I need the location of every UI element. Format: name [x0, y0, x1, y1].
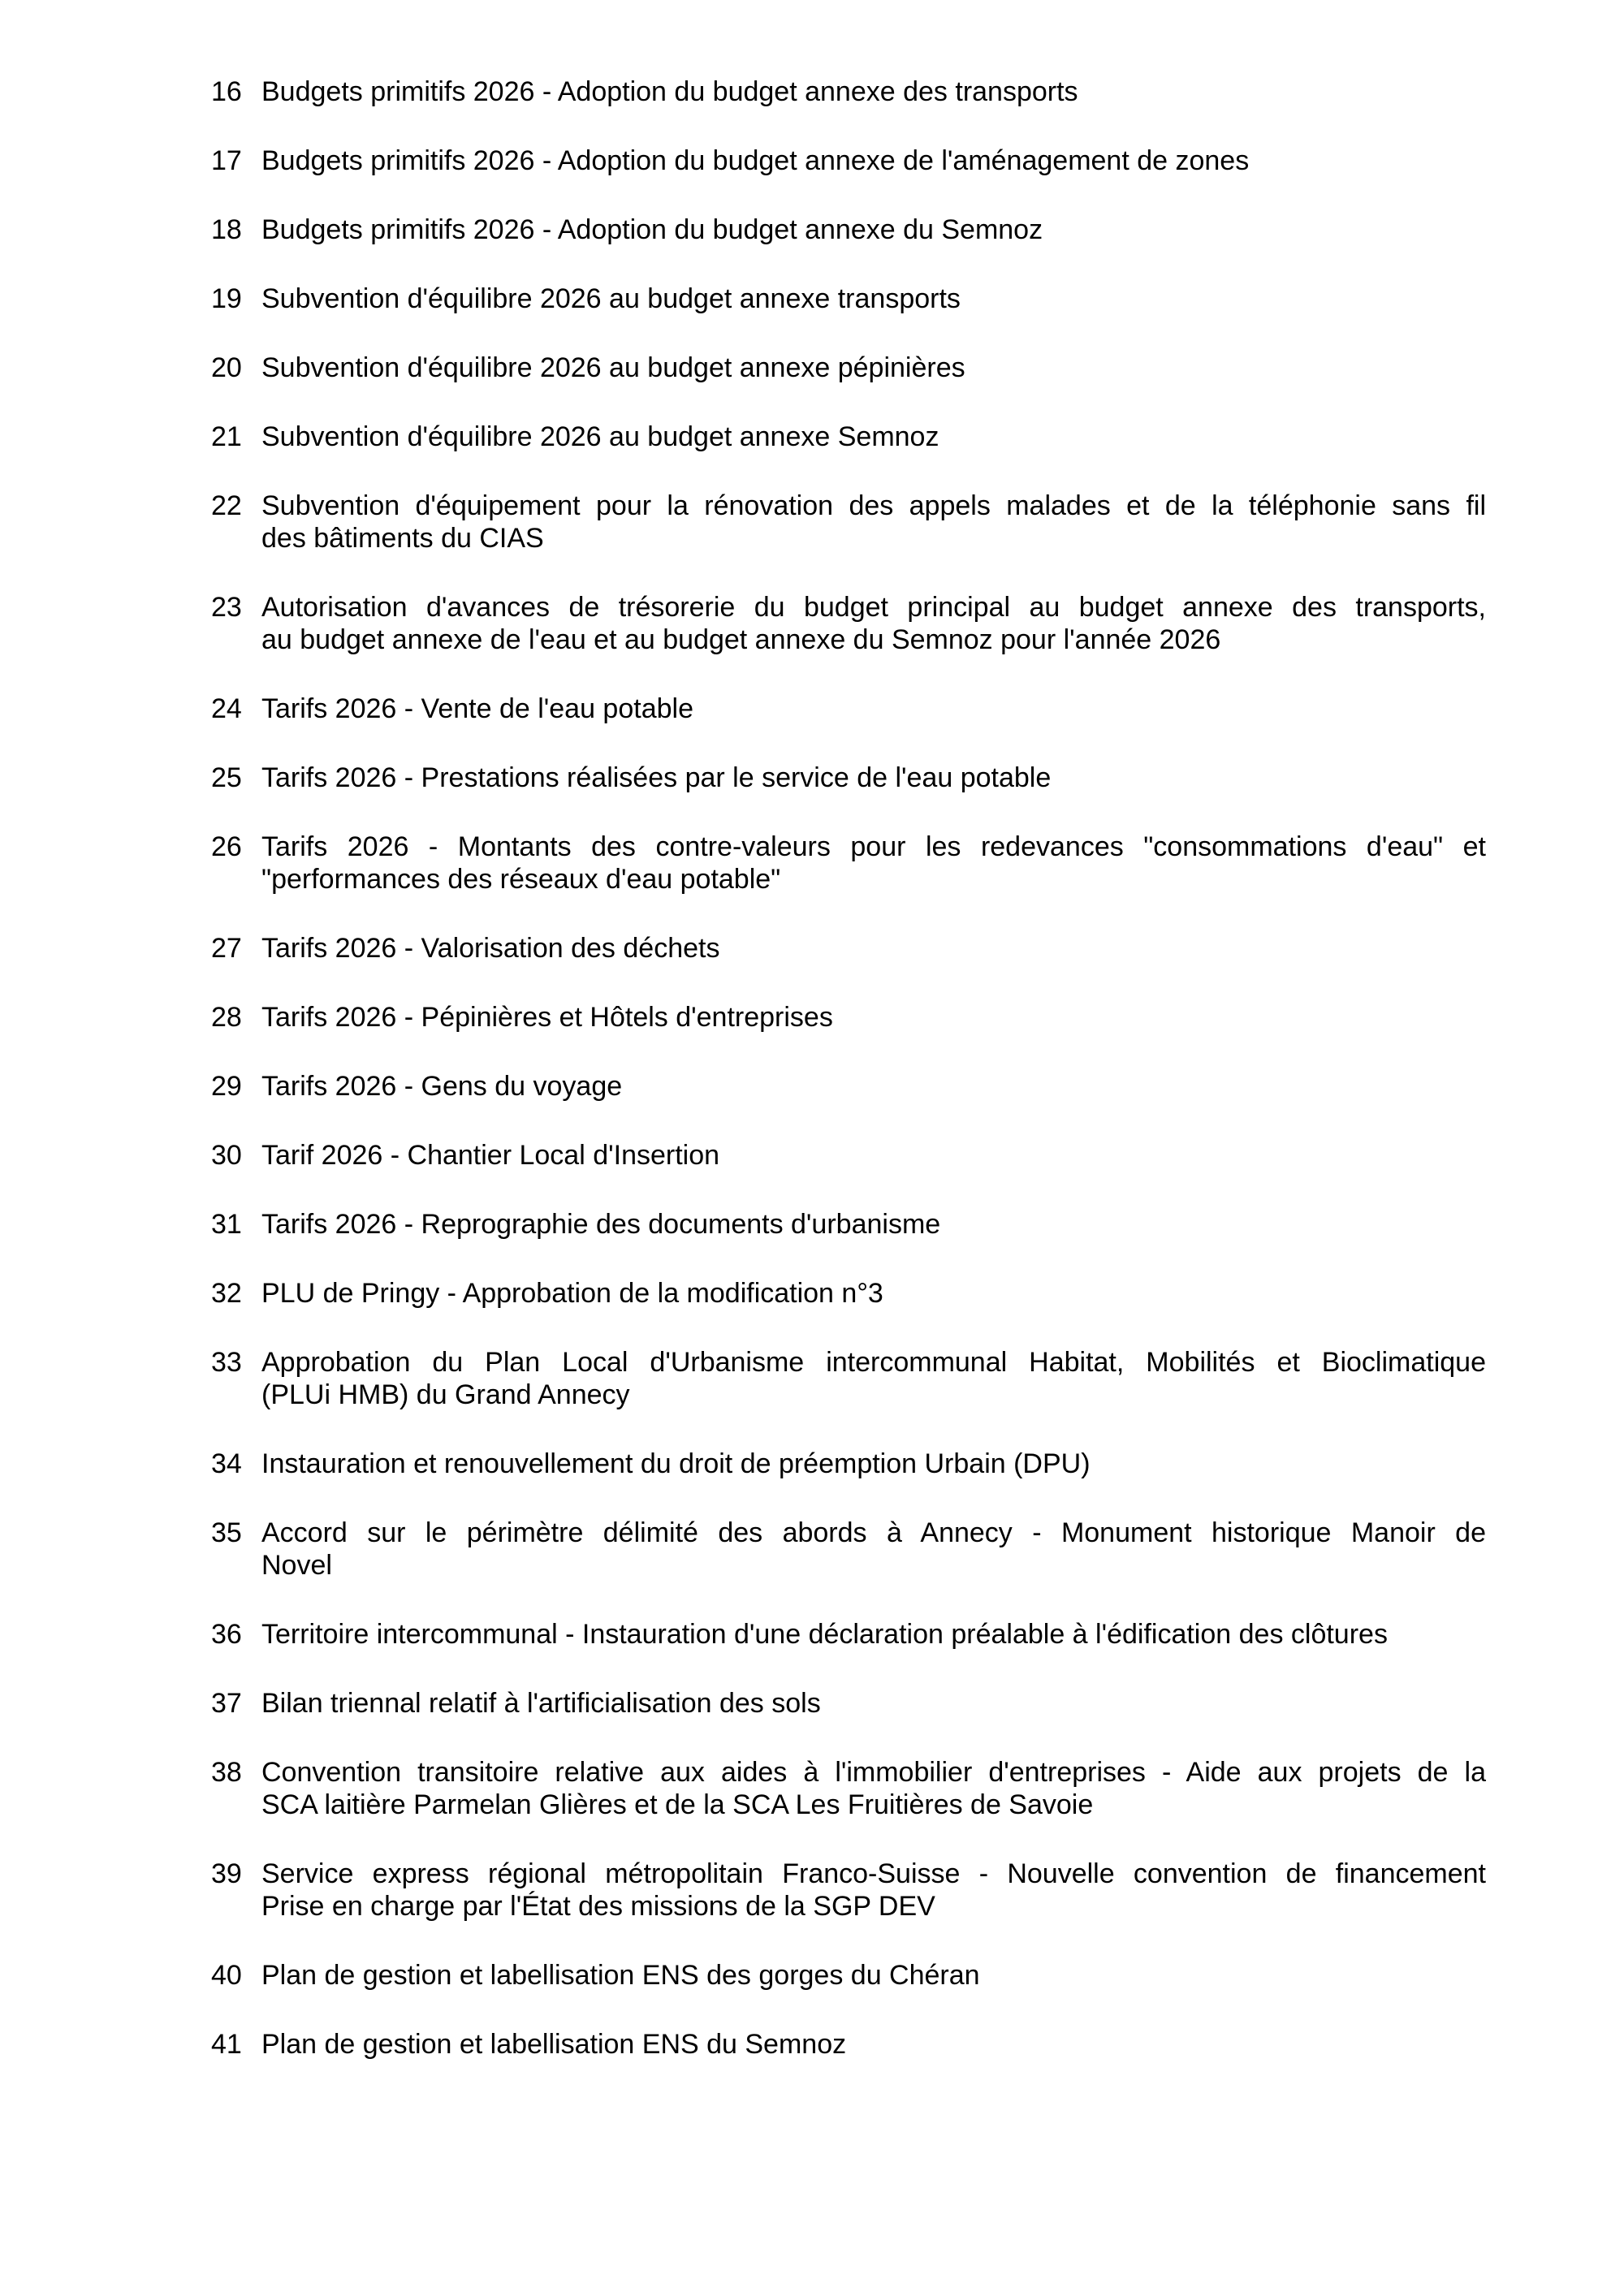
item-line: Convention transitoire relative aux aides à l'immobilier d'entreprises - Aide aux projets de la — [261, 1757, 1486, 1788]
list-item — [211, 1959, 1486, 1992]
item-line: Approbation du Plan Local d'Urbanisme intercommunal Habitat, Mobilités et Bioclimatique — [261, 1347, 1486, 1378]
list-item — [211, 421, 1486, 453]
item-line: Tarifs 2026 - Montants des contre-valeurs pour les redevances "consommations d'eau" et — [261, 831, 1486, 862]
list-item — [211, 831, 1486, 896]
list-item — [211, 1517, 1486, 1582]
item-line: Tarifs 2026 - Vente de l'eau potable — [261, 693, 693, 724]
list-item — [211, 352, 1486, 384]
item-line: Prise en charge par l'État des missions de la SGP DEV — [261, 1891, 935, 1922]
item-number: 35 — [211, 1517, 242, 1548]
item-number: 22 — [211, 490, 242, 521]
item-line: Tarifs 2026 - Prestations réalisées par le service de l'eau potable — [261, 762, 1052, 793]
list-item — [211, 1858, 1486, 1923]
item-line: Subvention d'équipement pour la rénovation des appels malades et de la téléphonie sans fil — [261, 490, 1486, 521]
item-line: Bilan triennal relatif à l'artificialisation des sols — [261, 1688, 821, 1719]
item-number: 30 — [211, 1140, 242, 1171]
list-item — [211, 1448, 1486, 1480]
item-number: 27 — [211, 933, 242, 964]
list-item — [211, 1277, 1486, 1310]
item-line: Plan de gestion et labellisation ENS des gorges du Chéran — [261, 1960, 980, 1991]
item-line: Subvention d'équilibre 2026 au budget annexe pépinières — [261, 352, 965, 383]
item-number: 18 — [211, 214, 242, 245]
item-line: au budget annexe de l'eau et au budget annexe du Semnoz pour l'année 2026 — [261, 624, 1221, 655]
item-number: 25 — [211, 762, 242, 793]
item-number: 21 — [211, 421, 242, 452]
item-line: Budgets primitifs 2026 - Adoption du budget annexe de l'aménagement de zones — [261, 145, 1250, 176]
item-number: 39 — [211, 1858, 242, 1889]
item-line: (PLUi HMB) du Grand Annecy — [261, 1379, 630, 1410]
list-item — [211, 1070, 1486, 1103]
item-number: 19 — [211, 283, 242, 314]
item-number: 33 — [211, 1347, 242, 1378]
list-item — [211, 1139, 1486, 1172]
item-number: 40 — [211, 1960, 242, 1991]
item-number: 28 — [211, 1002, 242, 1033]
item-number: 24 — [211, 693, 242, 724]
item-line: des bâtiments du CIAS — [261, 523, 544, 554]
item-number: 36 — [211, 1619, 242, 1650]
item-number: 41 — [211, 2029, 242, 2060]
item-number: 37 — [211, 1688, 242, 1719]
list-item — [211, 1618, 1486, 1651]
list-item — [211, 1756, 1486, 1821]
item-line: Novel — [261, 1550, 332, 1581]
document-page — [211, 76, 1486, 2061]
item-line: Tarifs 2026 - Reprographie des documents d'urbanisme — [261, 1209, 941, 1240]
list-item — [211, 932, 1486, 965]
list-item — [211, 591, 1486, 656]
item-number: 17 — [211, 145, 242, 176]
item-line: SCA laitière Parmelan Glières et de la SCA Les Fruitières de Savoie — [261, 1789, 1094, 1820]
item-number: 16 — [211, 76, 242, 107]
item-line: Service express régional métropolitain Franco-Suisse - Nouvelle convention de financement — [261, 1858, 1486, 1889]
item-number: 26 — [211, 831, 242, 862]
item-line: Tarifs 2026 - Pépinières et Hôtels d'entreprises — [261, 1002, 833, 1033]
list-item — [211, 145, 1486, 177]
item-line: Plan de gestion et labellisation ENS du Semnoz — [261, 2029, 847, 2060]
list-item — [211, 214, 1486, 246]
item-number: 34 — [211, 1448, 242, 1479]
item-line: PLU de Pringy - Approbation de la modification n°3 — [261, 1278, 883, 1309]
item-line: Accord sur le périmètre délimité des abords à Annecy - Monument historique Manoir de — [261, 1517, 1486, 1548]
list-item — [211, 1208, 1486, 1241]
item-line: Subvention d'équilibre 2026 au budget annexe Semnoz — [261, 421, 939, 452]
list-item — [211, 762, 1486, 794]
item-line: Tarifs 2026 - Valorisation des déchets — [261, 933, 720, 964]
list-item — [211, 1001, 1486, 1034]
item-line: "performances des réseaux d'eau potable" — [261, 864, 781, 895]
item-line: Instauration et renouvellement du droit de préemption Urbain (DPU) — [261, 1448, 1091, 1479]
item-line: Budgets primitifs 2026 - Adoption du budget annexe du Semnoz — [261, 214, 1043, 245]
list-item — [211, 2028, 1486, 2061]
list-item — [211, 490, 1486, 555]
item-line: Tarifs 2026 - Gens du voyage — [261, 1071, 623, 1102]
item-number: 20 — [211, 352, 242, 383]
list-item — [211, 693, 1486, 725]
list-item — [211, 283, 1486, 315]
list-item — [211, 1687, 1486, 1720]
item-line: Budgets primitifs 2026 - Adoption du budget annexe des transports — [261, 76, 1078, 107]
item-number: 31 — [211, 1209, 242, 1240]
item-number: 32 — [211, 1278, 242, 1309]
item-line: Territoire intercommunal - Instauration d'une déclaration préalable à l'édification des clôtures — [261, 1619, 1388, 1650]
item-line: Tarif 2026 - Chantier Local d'Insertion — [261, 1140, 720, 1171]
item-number: 29 — [211, 1071, 242, 1102]
list-item — [211, 76, 1486, 108]
item-line: Subvention d'équilibre 2026 au budget annexe transports — [261, 283, 961, 314]
item-number: 38 — [211, 1757, 242, 1788]
item-number: 23 — [211, 592, 242, 623]
item-line: Autorisation d'avances de trésorerie du budget principal au budget annexe des transports, — [261, 592, 1486, 623]
agenda-list — [211, 76, 1486, 2061]
list-item — [211, 1346, 1486, 1411]
